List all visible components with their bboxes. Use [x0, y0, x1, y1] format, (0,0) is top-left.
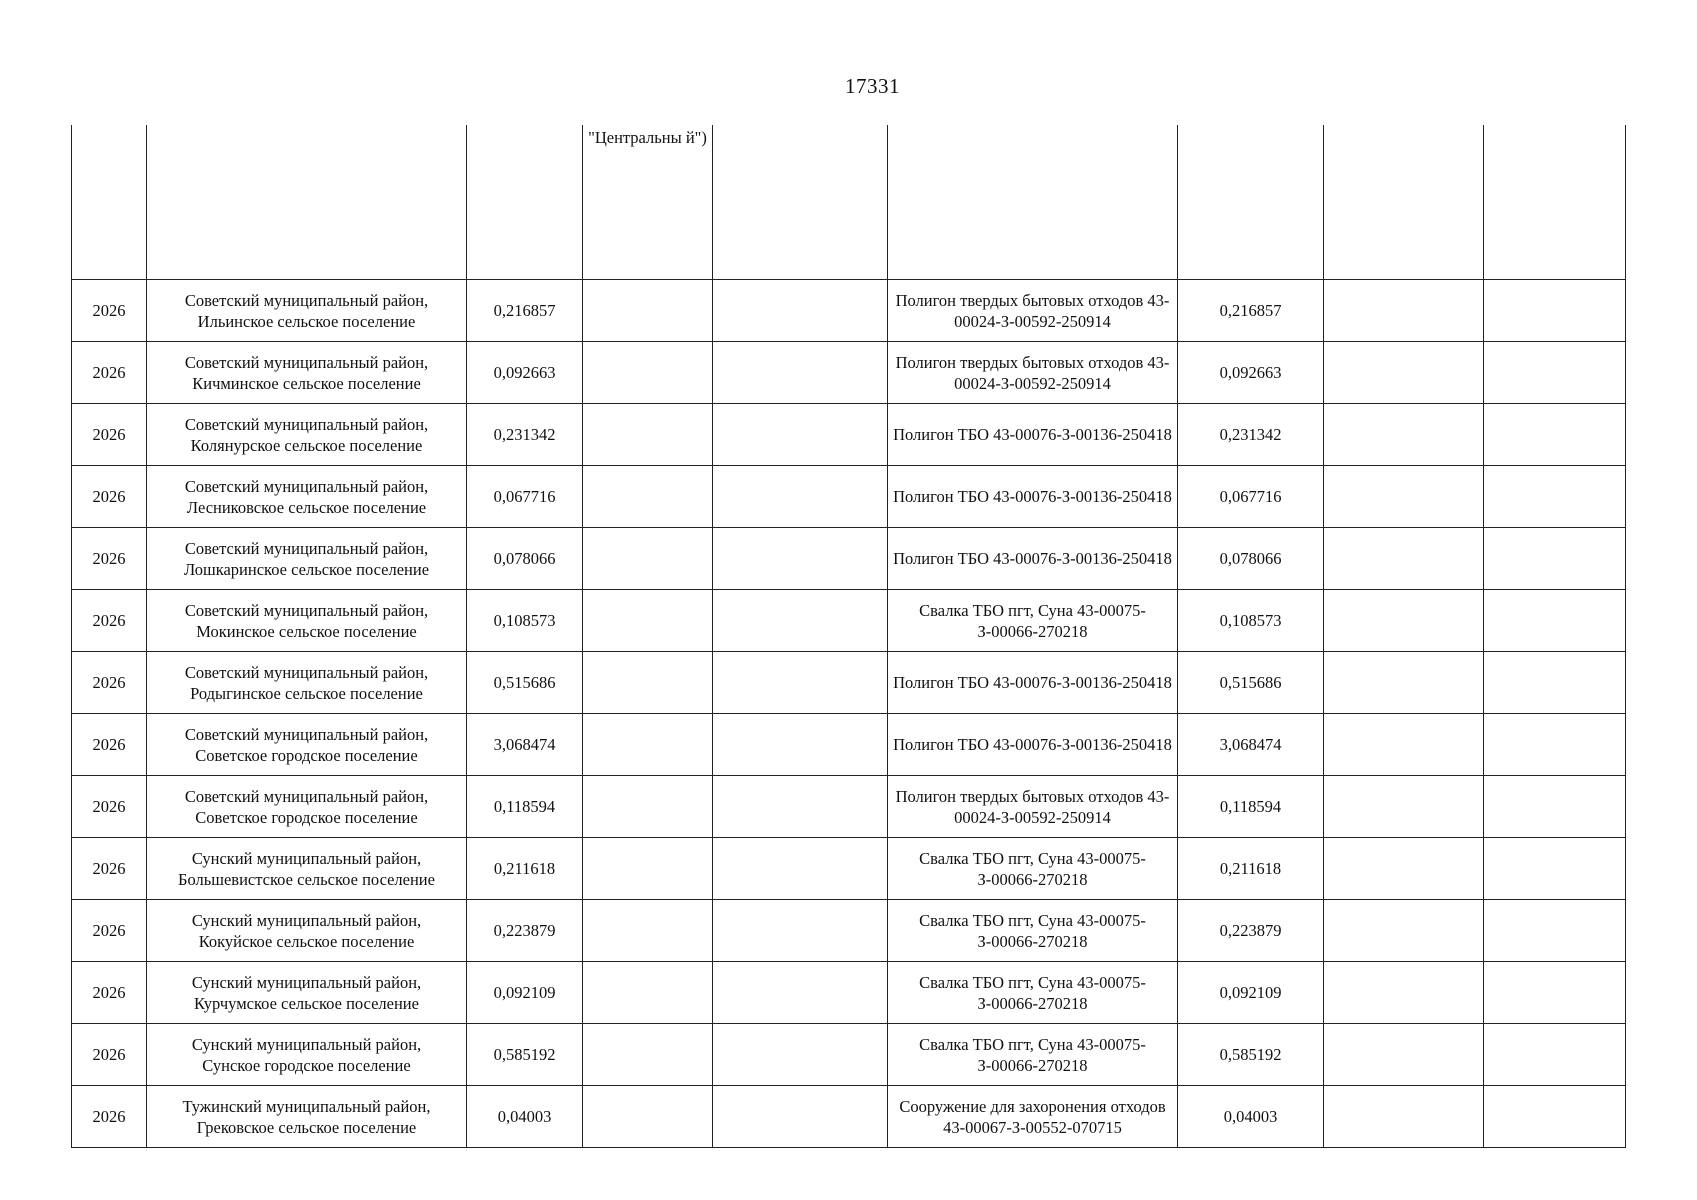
- cell-amount: 0,092663: [467, 342, 583, 404]
- cell-amount-facility: 0,092109: [1178, 962, 1324, 1024]
- table-row: [72, 466, 1626, 528]
- cell-region: [147, 1086, 467, 1148]
- cell-amount: 0,585192: [467, 1024, 583, 1086]
- cell-facility: Свалка ТБО пгт, Суна 43-00075-З-00066-270218: [888, 838, 1178, 900]
- cell-5: [713, 776, 888, 838]
- table-row: [72, 714, 1626, 776]
- cell-operator: [583, 404, 713, 466]
- cell-facility: Полигон ТБО 43-00076-З-00136-250418: [888, 466, 1178, 528]
- region-settlement: Курчумское сельское поселение: [194, 993, 419, 1013]
- region-settlement: Лошкаринское сельское поселение: [183, 559, 430, 579]
- cell-5: [713, 714, 888, 776]
- cell-amount-facility: 0,078066: [1178, 528, 1324, 590]
- region-district: Советский муниципальный район,: [184, 352, 429, 372]
- cell-5: [713, 900, 888, 962]
- cell-region: [147, 342, 467, 404]
- region-district: Сунский муниципальный район,: [191, 910, 422, 930]
- cell-5: [713, 652, 888, 714]
- cell-region: [147, 962, 467, 1024]
- cell-region: [147, 1024, 467, 1086]
- cont-cell-5: [713, 125, 888, 280]
- cell-9: [1484, 528, 1626, 590]
- cell-8: [1324, 1024, 1484, 1086]
- cell-facility: Полигон ТБО 43-00076-З-00136-250418: [888, 652, 1178, 714]
- cell-amount-facility: 0,092663: [1178, 342, 1324, 404]
- cell-amount-facility: 0,223879: [1178, 900, 1324, 962]
- cell-year: 2026: [72, 962, 147, 1024]
- cell-amount: 0,223879: [467, 900, 583, 962]
- region-district: Советский муниципальный район,: [184, 538, 429, 558]
- cell-facility: Полигон ТБО 43-00076-З-00136-250418: [888, 528, 1178, 590]
- cell-9: [1484, 776, 1626, 838]
- cell-8: [1324, 652, 1484, 714]
- cell-year: 2026: [72, 342, 147, 404]
- cell-9: [1484, 1024, 1626, 1086]
- cell-9: [1484, 838, 1626, 900]
- cell-year: 2026: [72, 1086, 147, 1148]
- cont-cell-8: [1324, 125, 1484, 280]
- cell-region: [147, 404, 467, 466]
- cell-operator: [583, 1086, 713, 1148]
- cell-amount: 0,211618: [467, 838, 583, 900]
- cell-amount-facility: 0,216857: [1178, 280, 1324, 342]
- cell-amount-facility: 3,068474: [1178, 714, 1324, 776]
- region-district: Сунский муниципальный район,: [191, 972, 422, 992]
- cell-amount: 0,515686: [467, 652, 583, 714]
- region-settlement: Родыгинское сельское поселение: [190, 683, 423, 703]
- cont-cell-region: [147, 125, 467, 280]
- table-row: [72, 962, 1626, 1024]
- cell-8: [1324, 342, 1484, 404]
- cell-9: [1484, 900, 1626, 962]
- cell-5: [713, 528, 888, 590]
- region-settlement: Ильинское сельское поселение: [197, 311, 416, 331]
- cell-year: 2026: [72, 838, 147, 900]
- cont-cell-amount-facility: [1178, 125, 1324, 280]
- cell-8: [1324, 528, 1484, 590]
- cell-5: [713, 466, 888, 528]
- cell-facility: Полигон твердых бытовых отходов 43-00024-З-00592-250914: [888, 342, 1178, 404]
- cell-amount: 0,231342: [467, 404, 583, 466]
- region-settlement: Советское городское поселение: [195, 807, 418, 827]
- cell-year: 2026: [72, 590, 147, 652]
- waste-flow-table: [71, 125, 1626, 1148]
- cell-year: 2026: [72, 900, 147, 962]
- cell-year: 2026: [72, 714, 147, 776]
- cell-operator: [583, 1024, 713, 1086]
- table-row: [72, 1024, 1626, 1086]
- cell-amount-facility: 0,211618: [1178, 838, 1324, 900]
- cell-8: [1324, 404, 1484, 466]
- region-district: Советский муниципальный район,: [184, 786, 429, 806]
- table-row: [72, 528, 1626, 590]
- cell-facility: Свалка ТБО пгт, Суна 43-00075-З-00066-270218: [888, 900, 1178, 962]
- cont-cell-facility: [888, 125, 1178, 280]
- cell-amount-facility: 0,108573: [1178, 590, 1324, 652]
- table-row: [72, 342, 1626, 404]
- cell-operator: [583, 714, 713, 776]
- region-settlement: Лесниковское сельское поселение: [186, 497, 427, 517]
- cell-region: [147, 838, 467, 900]
- cont-cell-year: [72, 125, 147, 280]
- cell-amount: 0,04003: [467, 1086, 583, 1148]
- cell-5: [713, 962, 888, 1024]
- cell-operator: [583, 466, 713, 528]
- cell-9: [1484, 652, 1626, 714]
- region-district: Сунский муниципальный район,: [191, 1034, 422, 1054]
- region-settlement: Кичминское сельское поселение: [192, 373, 421, 393]
- table-body: [72, 125, 1626, 1148]
- cell-facility: Свалка ТБО пгт, Суна 43-00075-З-00066-270218: [888, 962, 1178, 1024]
- cell-9: [1484, 342, 1626, 404]
- region-settlement: Колянурское сельское поселение: [190, 435, 423, 455]
- cell-region: [147, 528, 467, 590]
- cell-year: 2026: [72, 1024, 147, 1086]
- region-district: Советский муниципальный район,: [184, 662, 429, 682]
- region-district: Тужинский муниципальный район,: [182, 1096, 431, 1116]
- cell-region: [147, 900, 467, 962]
- region-settlement: Большевистское сельское поселение: [178, 869, 435, 889]
- cell-8: [1324, 280, 1484, 342]
- cell-5: [713, 1024, 888, 1086]
- cell-operator: [583, 528, 713, 590]
- cell-9: [1484, 962, 1626, 1024]
- table-row: [72, 1086, 1626, 1148]
- cell-5: [713, 838, 888, 900]
- cell-facility: Свалка ТБО пгт, Суна 43-00075-З-00066-270218: [888, 1024, 1178, 1086]
- cell-8: [1324, 838, 1484, 900]
- region-settlement: Мокинское сельское поселение: [196, 621, 417, 641]
- cell-8: [1324, 900, 1484, 962]
- cont-cell-operator: "Центральны й"): [583, 125, 713, 280]
- cell-year: 2026: [72, 404, 147, 466]
- table-row: [72, 280, 1626, 342]
- cell-year: 2026: [72, 466, 147, 528]
- cell-region: [147, 590, 467, 652]
- cell-5: [713, 280, 888, 342]
- cell-8: [1324, 776, 1484, 838]
- cell-region: [147, 776, 467, 838]
- cell-5: [713, 590, 888, 652]
- cell-amount: 0,092109: [467, 962, 583, 1024]
- region-settlement: Сунское городское поселение: [202, 1055, 411, 1075]
- cell-9: [1484, 280, 1626, 342]
- cell-operator: [583, 776, 713, 838]
- cell-year: 2026: [72, 280, 147, 342]
- cell-facility: Полигон твердых бытовых отходов 43-00024-З-00592-250914: [888, 280, 1178, 342]
- cell-8: [1324, 962, 1484, 1024]
- region-district: Советский муниципальный район,: [184, 476, 429, 496]
- cell-region: [147, 466, 467, 528]
- cell-5: [713, 342, 888, 404]
- cell-amount-facility: 0,04003: [1178, 1086, 1324, 1148]
- region-district: Советский муниципальный район,: [184, 290, 429, 310]
- cell-region: [147, 280, 467, 342]
- cell-operator: [583, 900, 713, 962]
- region-district: Советский муниципальный район,: [184, 414, 429, 434]
- cell-facility: Свалка ТБО пгт, Суна 43-00075-З-00066-270218: [888, 590, 1178, 652]
- cell-8: [1324, 590, 1484, 652]
- continuation-row: [72, 125, 1626, 280]
- cell-year: 2026: [72, 776, 147, 838]
- cell-amount-facility: 0,118594: [1178, 776, 1324, 838]
- cont-cell-amount: [467, 125, 583, 280]
- cell-5: [713, 404, 888, 466]
- cell-8: [1324, 466, 1484, 528]
- region-settlement: Советское городское поселение: [195, 745, 418, 765]
- cell-operator: [583, 962, 713, 1024]
- region-settlement: Кокуйское сельское поселение: [198, 931, 415, 951]
- cont-cell-9: [1484, 125, 1626, 280]
- cell-operator: [583, 838, 713, 900]
- cell-amount-facility: 0,585192: [1178, 1024, 1324, 1086]
- cell-amount-facility: 0,515686: [1178, 652, 1324, 714]
- cell-facility: Полигон ТБО 43-00076-З-00136-250418: [888, 714, 1178, 776]
- cell-amount: 0,078066: [467, 528, 583, 590]
- table-row: [72, 652, 1626, 714]
- cell-amount: 0,118594: [467, 776, 583, 838]
- region-district: Сунский муниципальный район,: [191, 848, 422, 868]
- cell-year: 2026: [72, 528, 147, 590]
- region-district: Советский муниципальный район,: [184, 724, 429, 744]
- cell-9: [1484, 404, 1626, 466]
- table-row: [72, 900, 1626, 962]
- cell-operator: [583, 280, 713, 342]
- cell-amount: 3,068474: [467, 714, 583, 776]
- region-settlement: Грековское сельское поселение: [196, 1117, 417, 1137]
- table-row: [72, 590, 1626, 652]
- cell-operator: [583, 652, 713, 714]
- page-number: 17331: [845, 74, 900, 98]
- cell-9: [1484, 1086, 1626, 1148]
- cell-region: [147, 652, 467, 714]
- cell-9: [1484, 714, 1626, 776]
- cell-facility: Сооружение для захоронения отходов 43-00067-З-00552-070715: [888, 1086, 1178, 1148]
- table-row: [72, 838, 1626, 900]
- cell-8: [1324, 714, 1484, 776]
- cell-amount: 0,108573: [467, 590, 583, 652]
- cell-8: [1324, 1086, 1484, 1148]
- cell-facility: Полигон твердых бытовых отходов 43-00024-З-00592-250914: [888, 776, 1178, 838]
- cell-amount-facility: 0,067716: [1178, 466, 1324, 528]
- cell-operator: [583, 590, 713, 652]
- cell-region: [147, 714, 467, 776]
- table-row: [72, 404, 1626, 466]
- table-row: [72, 776, 1626, 838]
- cell-amount-facility: 0,231342: [1178, 404, 1324, 466]
- cell-facility: Полигон ТБО 43-00076-З-00136-250418: [888, 404, 1178, 466]
- cell-amount: 0,067716: [467, 466, 583, 528]
- cell-9: [1484, 590, 1626, 652]
- cell-5: [713, 1086, 888, 1148]
- region-district: Советский муниципальный район,: [184, 600, 429, 620]
- cell-amount: 0,216857: [467, 280, 583, 342]
- cell-operator: [583, 342, 713, 404]
- cell-9: [1484, 466, 1626, 528]
- cell-year: 2026: [72, 652, 147, 714]
